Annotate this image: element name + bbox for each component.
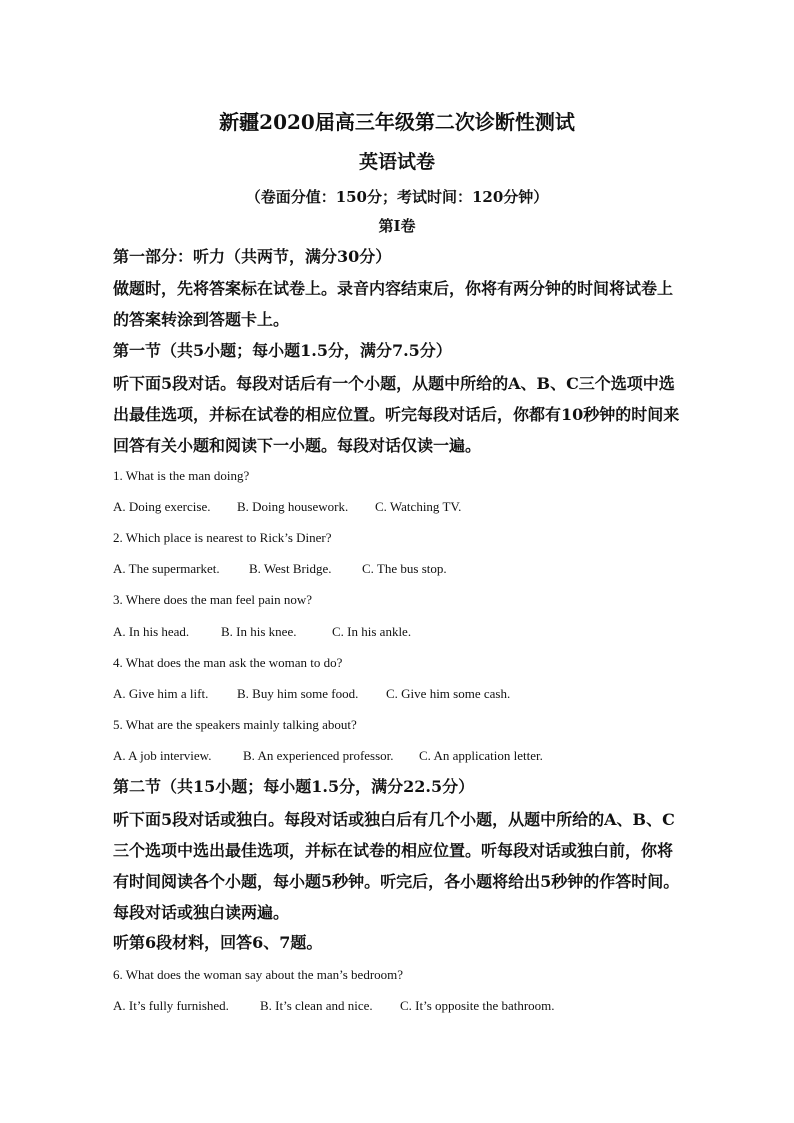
section2-heading: 第二节（共15小题；每小题1.5分，满分22.5分） [113, 777, 475, 796]
question-options [113, 684, 510, 704]
exam-info: （卷面分值：150分；考试时间：120分钟） [245, 188, 549, 206]
instruction-line: 做题时，先将答案标在试卷上。录音内容结束后，你将有两分钟的时间将试卷上 [113, 279, 674, 298]
section2-instructions [113, 804, 683, 928]
option-a: A. A job interview. [113, 748, 212, 763]
volume-label: 第I卷 [378, 217, 416, 235]
question-text: 1. What is the man doing? [113, 468, 250, 483]
question-options [113, 996, 555, 1016]
option-b: B. An experienced professor. [243, 748, 394, 763]
part1-instructions [113, 273, 683, 335]
option-c: C. Watching TV. [375, 499, 462, 514]
option-b: B. West Bridge. [249, 561, 332, 576]
question-text: 4. What does the man ask the woman to do? [113, 655, 343, 670]
section1-instructions [113, 368, 683, 461]
instruction-line: 出最佳选项，并标在试卷的相应位置。听完每段对话后，你都有10秒钟的时间来 [113, 405, 680, 424]
instruction-line: 有时间阅读各个小题，每小题5秒钟。听完后，各小题将给出5秒钟的作答时间。 [113, 872, 680, 891]
question-options [113, 746, 543, 766]
option-c: C. In his ankle. [332, 624, 412, 639]
question-text: 2. Which place is nearest to Rick’s Diner? [113, 530, 332, 545]
question-text: 5. What are the speakers mainly talking about? [113, 717, 357, 732]
option-b: B. It’s clean and nice. [260, 998, 373, 1013]
subject-title: 英语试卷 [358, 151, 435, 173]
option-a: A. The supermarket. [113, 561, 220, 576]
option-a: A. Give him a lift. [113, 686, 209, 701]
instruction-line: 三个选项中选出最佳选项，并标在试卷的相应位置。听每段对话或独白前，你将 [113, 841, 674, 860]
instruction-line: 听下面5段对话或独白。每段对话或独白后有几个小题，从题中所给的A、B、C [113, 810, 675, 829]
material-heading: 听第6段材料，回答6、7题。 [113, 933, 323, 952]
option-a: A. It’s fully furnished. [113, 998, 229, 1013]
option-c: C. Give him some cash. [386, 686, 511, 701]
option-b: B. Buy him some food. [237, 686, 359, 701]
option-c: C. An application letter. [419, 748, 543, 763]
part1-heading: 第一部分：听力（共两节，满分30分） [113, 247, 392, 266]
instruction-line: 的答案转涂到答题卡上。 [113, 310, 290, 329]
option-c: C. It’s opposite the bathroom. [400, 998, 555, 1013]
option-a: A. Doing exercise. [113, 499, 211, 514]
question-text: 6. What does the woman say about the man’s bedroom? [113, 967, 404, 982]
option-b: B. Doing housework. [237, 499, 349, 514]
question-options [113, 559, 447, 579]
option-a: A. In his head. [113, 624, 190, 639]
question-options [113, 622, 411, 642]
instruction-line: 听下面5段对话。每段对话后有一个小题，从题中所给的A、B、C三个选项中选 [113, 374, 675, 393]
instruction-line: 回答有关小题和阅读下一小题。每段对话仅读一遍。 [113, 436, 482, 455]
question-options [113, 497, 461, 517]
instruction-line: 每段对话或独白读两遍。 [113, 903, 290, 922]
option-c: C. The bus stop. [362, 561, 447, 576]
section1-heading: 第一节（共5小题；每小题1.5分，满分7.5分） [113, 341, 452, 360]
question-text: 3. Where does the man feel pain now? [113, 592, 313, 607]
exam-title: 新疆2020届高三年级第二次诊断性测试 [219, 110, 575, 134]
option-b: B. In his knee. [221, 624, 297, 639]
